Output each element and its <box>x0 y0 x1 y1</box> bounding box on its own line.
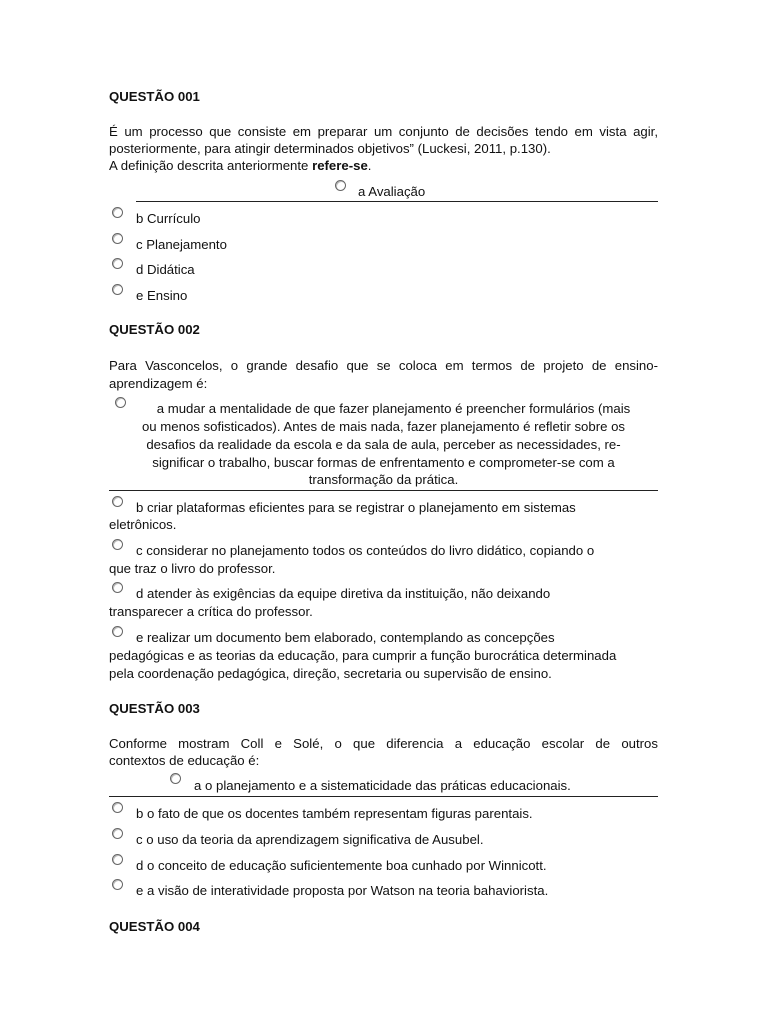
q2-option-a-line-1[interactable]: a mudar a mentalidade de que fazer planejamento é preencher formulários (mais <box>156 401 631 416</box>
q3-option-b[interactable]: b o fato de que os docentes também representam figuras parentais. <box>136 806 533 821</box>
radio-button-q2-b[interactable] <box>112 496 123 507</box>
q1-option-e[interactable]: e Ensino <box>136 288 188 303</box>
q2-option-c-line-2[interactable]: que traz o livro do professor. <box>109 561 276 576</box>
question-3-stem-line-1: Conforme mostram Coll e Solé, o que diferencia a educação escolar de outros <box>109 736 658 751</box>
radio-button-q2-c[interactable] <box>112 539 123 550</box>
q2-option-e-line-1[interactable]: e realizar um documento bem elaborado, contemplando as concepções <box>136 630 555 645</box>
q2-option-d-line-2[interactable]: transparecer a crítica do professor. <box>109 604 313 619</box>
q2-option-e-line-3[interactable]: pela coordenação pedagógica, direção, secretaria ou supervisão de ensino. <box>109 666 552 681</box>
q1-option-b[interactable]: b Currículo <box>136 211 201 226</box>
question-1-title: QUESTÃO 001 <box>109 89 200 104</box>
question-2-stem-line-1: Para Vasconcelos, o grande desafio que se coloca em termos de projeto de ensino- <box>109 358 658 373</box>
question-3-stem-line-2: contextos de educação é: <box>109 753 260 768</box>
radio-button-q3-e[interactable] <box>112 879 123 890</box>
q2-option-e-line-2[interactable]: pedagógicas e as teorias da educação, para cumprir a função burocrática determinada <box>109 648 617 663</box>
stem-bold-text: refere-se <box>312 158 368 173</box>
radio-button-q2-e[interactable] <box>112 626 123 637</box>
q2-option-d-line-1[interactable]: d atender às exigências da equipe diretiva da instituição, não deixando <box>136 586 551 601</box>
q2-option-a-line-2[interactable]: ou menos sofisticados). Antes de mais nada, fazer planejamento é refletir sobre os <box>141 419 626 434</box>
question-2-stem-line-2: aprendizagem é: <box>109 376 208 391</box>
q1-option-a[interactable]: a Avaliação <box>358 184 426 199</box>
radio-button-q1-d[interactable] <box>112 258 123 269</box>
radio-button-q3-b[interactable] <box>112 802 123 813</box>
divider <box>109 796 658 797</box>
radio-button-q1-a[interactable] <box>335 180 346 191</box>
question-1-stem-line-3 <box>109 157 371 175</box>
radio-button-q1-b[interactable] <box>112 207 123 218</box>
divider <box>136 201 658 202</box>
q2-option-b-line-1[interactable]: b criar plataformas eficientes para se registrar o planejamento em sistemas <box>136 500 576 515</box>
q2-option-a-line-3[interactable]: desafios da realidade da escola e da sala de aula, perceber as necessidades, re- <box>146 437 621 452</box>
q3-option-a[interactable]: a o planejamento e a sistematicidade das práticas educacionais. <box>194 778 571 793</box>
question-2-title: QUESTÃO 002 <box>109 322 200 337</box>
radio-button-q3-d[interactable] <box>112 854 123 865</box>
q3-option-e[interactable]: e a visão de interatividade proposta por Watson na teoria bahaviorista. <box>136 883 549 898</box>
question-4-title: QUESTÃO 004 <box>109 919 200 934</box>
stem-text: A definição descrita anteriormente <box>109 158 313 173</box>
q3-option-d[interactable]: d o conceito de educação suficientemente boa cunhado por Winnicott. <box>136 858 547 873</box>
radio-button-q2-d[interactable] <box>112 582 123 593</box>
question-3-title: QUESTÃO 003 <box>109 701 200 716</box>
radio-button-q3-c[interactable] <box>112 828 123 839</box>
radio-button-q1-c[interactable] <box>112 233 123 244</box>
q1-option-d[interactable]: d Didática <box>136 262 195 277</box>
q2-option-a-line-4[interactable]: significar o trabalho, buscar formas de enfrentamento e comprometer-se com a <box>152 455 615 470</box>
q1-option-c[interactable]: c Planejamento <box>136 237 227 252</box>
radio-button-q3-a[interactable] <box>170 773 181 784</box>
q2-option-a-line-5[interactable]: transformação da prática. <box>308 472 459 487</box>
question-1-stem-line-2: posteriormente, para atingir determinados objetivos” (Luckesi, 2011, p.130). <box>109 141 551 156</box>
divider <box>109 490 658 491</box>
q2-option-c-line-1[interactable]: c considerar no planejamento todos os conteúdos do livro didático, copiando o <box>136 543 595 558</box>
stem-suffix: . <box>367 158 372 173</box>
q3-option-c[interactable]: c o uso da teoria da aprendizagem significativa de Ausubel. <box>136 832 484 847</box>
question-1-stem-line-1: É um processo que consiste em preparar um conjunto de decisões tendo em vista agir, <box>109 124 658 139</box>
q2-option-b-line-2[interactable]: eletrônicos. <box>109 517 177 532</box>
radio-button-q1-e[interactable] <box>112 284 123 295</box>
